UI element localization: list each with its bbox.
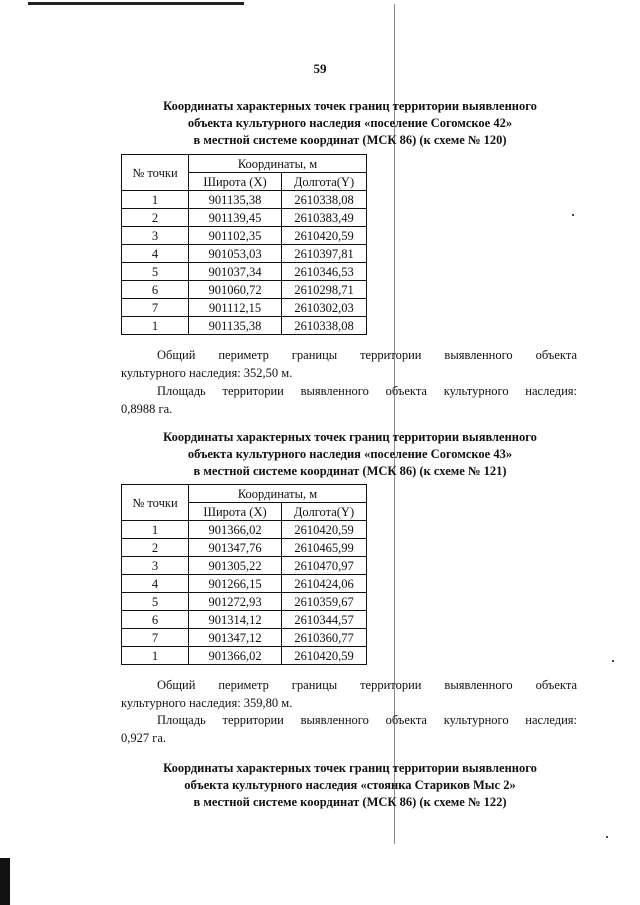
cell-point: 4 bbox=[122, 245, 189, 263]
table-row bbox=[122, 317, 367, 335]
area-paragraph bbox=[121, 711, 577, 747]
coordinates-table bbox=[121, 484, 367, 665]
perimeter-line: культурного наследия: 359,80 м. bbox=[121, 696, 293, 710]
cell-point: 6 bbox=[122, 281, 189, 299]
perimeter-line: Общий периметр границы территории выявленного объекта bbox=[157, 348, 577, 362]
heading-line: Координаты характерных точек границ территории выявленного bbox=[163, 99, 537, 113]
area-line: 0,8988 га. bbox=[121, 402, 173, 416]
table-row bbox=[122, 281, 367, 299]
cell-point: 1 bbox=[122, 191, 189, 209]
heading-line: Координаты характерных точек границ территории выявленного bbox=[163, 761, 537, 775]
cell-point: 1 bbox=[122, 317, 189, 335]
header-latitude: Широта (X) bbox=[189, 503, 282, 521]
table-row bbox=[122, 557, 367, 575]
cell-latitude: 901347,76 bbox=[189, 539, 282, 557]
cell-longitude: 2610360,77 bbox=[282, 629, 367, 647]
table-row bbox=[122, 263, 367, 281]
cell-longitude: 2610420,59 bbox=[282, 647, 367, 665]
heading-line: в местной системе координат (МСК 86) (к схеме № 121) bbox=[193, 464, 507, 478]
header-longitude: Долгота(Y) bbox=[282, 173, 367, 191]
header-point-number: № точки bbox=[122, 155, 189, 191]
cell-point: 1 bbox=[122, 647, 189, 665]
header-coordinates: Координаты, м bbox=[189, 155, 367, 173]
cell-latitude: 901314,12 bbox=[189, 611, 282, 629]
cell-point: 3 bbox=[122, 557, 189, 575]
cell-latitude: 901347,12 bbox=[189, 629, 282, 647]
cell-longitude: 2610344,57 bbox=[282, 611, 367, 629]
cell-latitude: 901139,45 bbox=[189, 209, 282, 227]
section-heading bbox=[100, 98, 600, 149]
page-number: 59 bbox=[313, 61, 327, 76]
cell-latitude: 901366,02 bbox=[189, 647, 282, 665]
area-line: 0,927 га. bbox=[121, 731, 167, 745]
header-coordinates: Координаты, м bbox=[189, 485, 367, 503]
table-row bbox=[122, 647, 367, 665]
table-row bbox=[122, 521, 367, 539]
cell-latitude: 901135,38 bbox=[189, 317, 282, 335]
scan-artifact-dot bbox=[572, 214, 574, 216]
header-latitude: Широта (X) bbox=[189, 173, 282, 191]
table-row bbox=[122, 539, 367, 557]
table-header-row bbox=[122, 155, 367, 173]
table-row bbox=[122, 209, 367, 227]
cell-point: 7 bbox=[122, 299, 189, 317]
heading-line: объекта культурного наследия «поселение Согомское 42» bbox=[187, 116, 513, 130]
cell-latitude: 901102,35 bbox=[189, 227, 282, 245]
cell-longitude: 2610465,99 bbox=[282, 539, 367, 557]
cell-longitude: 2610420,59 bbox=[282, 227, 367, 245]
perimeter-line: Общий периметр границы территории выявленного объекта bbox=[157, 678, 577, 692]
perimeter-line: культурного наследия: 352,50 м. bbox=[121, 366, 293, 380]
cell-point: 7 bbox=[122, 629, 189, 647]
cell-longitude: 2610359,67 bbox=[282, 593, 367, 611]
table-row bbox=[122, 629, 367, 647]
cell-latitude: 901366,02 bbox=[189, 521, 282, 539]
cell-longitude: 2610338,08 bbox=[282, 317, 367, 335]
cell-latitude: 901060,72 bbox=[189, 281, 282, 299]
section-heading bbox=[100, 429, 600, 480]
cell-point: 2 bbox=[122, 539, 189, 557]
cell-longitude: 2610420,59 bbox=[282, 521, 367, 539]
heading-line: Координаты характерных точек границ территории выявленного bbox=[163, 430, 537, 444]
cell-longitude: 2610338,08 bbox=[282, 191, 367, 209]
scan-artifact-left-bar bbox=[0, 858, 10, 905]
scan-artifact-top-bar bbox=[28, 2, 244, 5]
cell-point: 4 bbox=[122, 575, 189, 593]
cell-longitude: 2610397,81 bbox=[282, 245, 367, 263]
cell-point: 5 bbox=[122, 593, 189, 611]
cell-point: 5 bbox=[122, 263, 189, 281]
area-line: Площадь территории выявленного объекта культурного наследия: bbox=[157, 384, 577, 398]
cell-latitude: 901305,22 bbox=[189, 557, 282, 575]
cell-longitude: 2610302,03 bbox=[282, 299, 367, 317]
scan-artifact-dot bbox=[612, 660, 614, 662]
area-paragraph bbox=[121, 382, 577, 418]
table-row bbox=[122, 245, 367, 263]
table-row bbox=[122, 227, 367, 245]
cell-latitude: 901135,38 bbox=[189, 191, 282, 209]
cell-point: 1 bbox=[122, 521, 189, 539]
section-heading bbox=[100, 760, 600, 811]
heading-line: в местной системе координат (МСК 86) (к схеме № 122) bbox=[193, 795, 507, 809]
heading-line: объекта культурного наследия «стоянка Стариков Мыс 2» bbox=[184, 778, 516, 792]
table-header-row bbox=[122, 485, 367, 503]
cell-point: 6 bbox=[122, 611, 189, 629]
table-row bbox=[122, 191, 367, 209]
area-line: Площадь территории выявленного объекта культурного наследия: bbox=[157, 713, 577, 727]
cell-longitude: 2610346,53 bbox=[282, 263, 367, 281]
cell-point: 3 bbox=[122, 227, 189, 245]
cell-latitude: 901272,93 bbox=[189, 593, 282, 611]
cell-longitude: 2610424,06 bbox=[282, 575, 367, 593]
heading-line: объекта культурного наследия «поселение Согомское 43» bbox=[187, 447, 513, 461]
cell-longitude: 2610383,49 bbox=[282, 209, 367, 227]
heading-line: в местной системе координат (МСК 86) (к схеме № 120) bbox=[193, 133, 507, 147]
table-row bbox=[122, 611, 367, 629]
header-longitude: Долгота(Y) bbox=[282, 503, 367, 521]
header-point-number: № точки bbox=[122, 485, 189, 521]
cell-latitude: 901037,34 bbox=[189, 263, 282, 281]
coordinates-table bbox=[121, 154, 367, 335]
scan-artifact-dot bbox=[606, 836, 608, 838]
perimeter-paragraph bbox=[121, 676, 577, 712]
cell-latitude: 901266,15 bbox=[189, 575, 282, 593]
cell-latitude: 901053,03 bbox=[189, 245, 282, 263]
table-row bbox=[122, 299, 367, 317]
cell-point: 2 bbox=[122, 209, 189, 227]
perimeter-paragraph bbox=[121, 346, 577, 382]
cell-longitude: 2610298,71 bbox=[282, 281, 367, 299]
table-row bbox=[122, 575, 367, 593]
cell-latitude: 901112,15 bbox=[189, 299, 282, 317]
cell-longitude: 2610470,97 bbox=[282, 557, 367, 575]
table-row bbox=[122, 593, 367, 611]
